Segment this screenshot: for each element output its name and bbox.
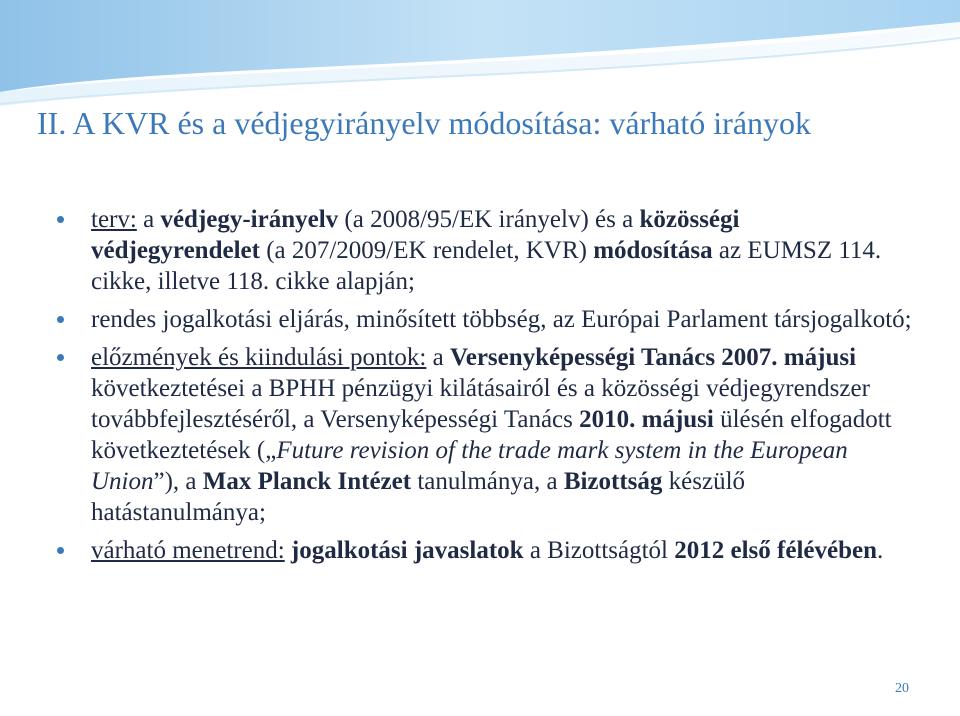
text-span: (a 2008/95/EK irányelv) és a	[338, 206, 640, 233]
text-span: az EUMSZ 114. cikke, illetve 118. cikke alapján;	[91, 237, 882, 295]
bold-span: közösségi védjegyrendelet	[91, 206, 740, 264]
text-span: készülő hatástanulmánya;	[91, 468, 746, 526]
bullet-lead: terv:	[91, 206, 137, 233]
bold-span: Bizottság	[563, 468, 663, 495]
text-span: a	[136, 206, 161, 233]
bullet-dot-icon	[57, 547, 64, 554]
bold-span: Versenyképességi Tanács 2007. májusi	[449, 344, 857, 371]
slide-title: II. A KVR és a védjegyirányelv módosítása: várható irányok	[37, 105, 812, 141]
page-number: 20	[895, 681, 909, 696]
bullet-dot-icon	[57, 354, 64, 361]
text-span: .	[876, 537, 884, 564]
bold-span: jogalkotási javaslatok	[290, 537, 524, 564]
text-span: ülésén elfogadott következtetések („	[91, 406, 892, 464]
text-span: a Bizottságtól	[523, 537, 675, 564]
text-span: tanulmánya, a	[411, 468, 564, 495]
bullet-dot-icon	[57, 216, 64, 223]
text-span: (a 207/2009/EK rendelet, KVR)	[259, 237, 594, 264]
bullet-item	[54, 304, 914, 335]
bullet-dot-icon	[57, 316, 64, 323]
bold-span: védjegy-irányelv	[160, 206, 339, 233]
header-wave-decoration	[0, 0, 960, 110]
bullet-lead: előzmények és kiindulási pontok:	[91, 344, 427, 371]
text-span: következtetései a BPHH pénzügyi kilátásairól és a közösségi védjegyrendszer továbbfejlesztéséről, a Versenyképességi Tanács	[91, 375, 870, 433]
bold-span: 2012 első félévében	[674, 537, 877, 564]
text-span: a	[426, 344, 450, 371]
bold-span: Max Planck Intézet	[202, 468, 412, 495]
bullet-item	[54, 342, 914, 528]
italic-span: Future revision of the trade mark system in the European Union	[91, 437, 848, 495]
text-span: rendes jogalkotási eljárás, minősített többség, az Európai Parlament társjogalkotó;	[91, 306, 912, 333]
bullet-lead: várható menetrend:	[91, 537, 285, 564]
bold-span: 2010. májusi	[579, 406, 714, 433]
text-span: ”), a	[153, 468, 203, 495]
bold-span: módosítása	[593, 237, 713, 264]
bullet-item	[54, 204, 914, 297]
bullet-list	[54, 204, 914, 566]
bullet-item	[54, 535, 914, 566]
